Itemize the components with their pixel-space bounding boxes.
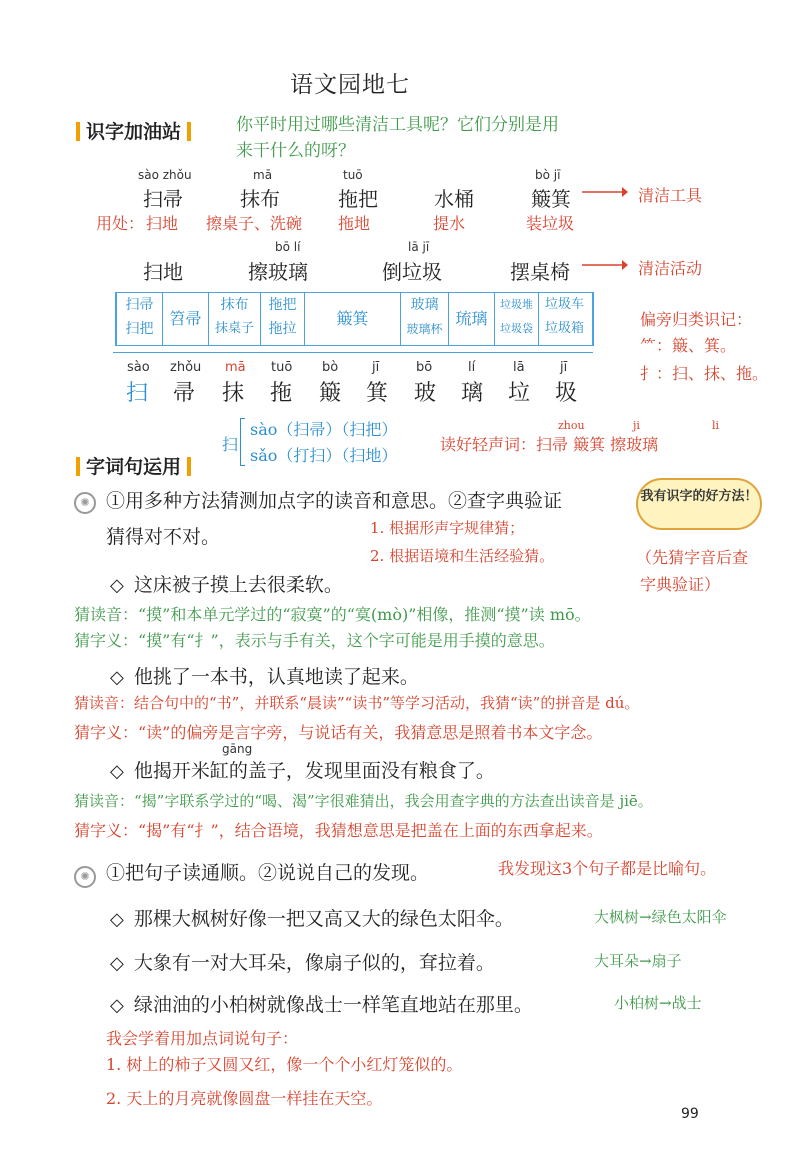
sentence-3: ◇ 他揭开米缸的盖子，发现里面没有粮食了。: [110, 760, 495, 782]
word-group-table: [115, 292, 594, 346]
make-sentence-1: 1. 树上的柿子又圆又红，像一个个小红灯笼似的。: [106, 1055, 463, 1074]
radical-note-title: 偏旁归类识记：: [640, 310, 753, 329]
metaphor-1: ◇ 那棵大枫树好像一把又高又大的绿色太阳伞。: [110, 908, 514, 930]
word-shuitong: 水桶: [434, 187, 474, 211]
guess-meaning-2: 猜字义：“读”的偏旁是言字旁，与说话有关，我猜意思是照着书本文字念。: [74, 723, 603, 742]
pinyin: mā: [225, 360, 246, 375]
question-line-2: 来干什么的呀？: [236, 141, 355, 161]
method-2: 2. 根据语境和生活经验猜。: [370, 547, 555, 565]
section-label: 识字加油站: [86, 121, 182, 143]
pinyin: mā: [253, 168, 273, 182]
usage-item: 提水: [433, 214, 466, 233]
pinyin: bō: [416, 360, 433, 375]
accent-bar: [187, 457, 191, 476]
question-1-line-2: 猜得对不对。: [106, 526, 221, 548]
pinyin: zhǒu: [170, 360, 202, 375]
method-note-2: 字典验证）: [640, 575, 721, 594]
guess-pronunciation-2: 猜读音：结合句中的“书”，并联系“晨读”“读书”等学习活动，我猜“读”的拼音是 dú。: [74, 694, 640, 712]
swirl-icon: ✺: [74, 488, 96, 514]
polyphone-char: 扫: [222, 435, 239, 454]
usage-item: 扫地: [146, 214, 179, 233]
pinyin: sào: [127, 360, 150, 375]
accent-bar: [76, 457, 80, 476]
discovery-note: 我发现这3个句子都是比喻句。: [498, 859, 717, 878]
arrow-icon: [582, 184, 628, 203]
radical-note-hand: 扌：扫、抹、拖。: [640, 364, 769, 383]
divider: [113, 352, 593, 353]
table-cell: 垃圾车 垃圾箱: [544, 297, 584, 336]
metaphor-1-note: 大枫树→绿色太阳伞: [594, 908, 727, 926]
char-bo2: 玻: [414, 381, 437, 406]
char-zhou: 帚: [173, 381, 196, 406]
metaphor-3-note: 小柏树→战士: [614, 994, 702, 1012]
word-caboli: 擦玻璃: [248, 260, 308, 284]
pinyin: bō lí: [275, 240, 301, 254]
table-cell: 琉璃: [449, 293, 495, 345]
pinyin: li: [712, 419, 720, 432]
guess-pronunciation-3: 猜读音：“揭”字联系学过的“喝、渴”字很难猜出，我会用查字典的方法查出读音是 jiē。: [74, 792, 653, 810]
question-line-1: 你平时用过哪些清洁工具呢？它们分别是用: [236, 115, 559, 135]
make-sentence-title: 我会学着用加点词说句子：: [106, 1029, 299, 1048]
tag-cleaning-activities: 清洁活动: [638, 259, 703, 278]
char-ji: 箕: [366, 381, 389, 406]
section-header-literacy: [76, 117, 191, 144]
pinyin: ji: [633, 419, 640, 432]
char-la: 垃: [508, 381, 531, 406]
sentence-1: ◇ 这床被子摸上去很柔软。: [110, 574, 343, 596]
usage-item: 装垃圾: [526, 214, 575, 233]
arrow-icon: [582, 257, 628, 276]
pinyin: jī: [372, 360, 380, 375]
polyphone-sao-4: sào（扫帚）（扫把）: [250, 420, 398, 439]
word-baizhuoyi: 摆桌椅: [510, 260, 570, 284]
method-note-1: （先猜字音后查: [636, 548, 749, 567]
char-ma: 抹: [222, 381, 245, 406]
brace: [240, 418, 245, 466]
page-number: 99: [681, 1106, 699, 1122]
table-cell: 扫帚 扫把: [117, 293, 163, 345]
section-header-usage: [76, 452, 191, 479]
diamond-icon: ◇: [110, 953, 124, 974]
table-cell: 拖把 拖拉: [261, 293, 305, 345]
guess-pronunciation-1: 猜读音：“摸”和本单元学过的“寂寞”的“寞(mò)”相像，推测“摸”读 mō。: [74, 605, 591, 624]
word-saozhou: 扫帚: [143, 187, 183, 211]
diamond-icon: ◇: [110, 761, 124, 782]
usage-item: 拖地: [338, 214, 371, 233]
pinyin: bò: [322, 360, 339, 375]
polyphone-sao-3: sǎo（打扫）（扫地）: [250, 446, 398, 465]
char-sao: 扫: [126, 381, 149, 406]
metaphor-2: ◇ 大象有一对大耳朵，像扇子似的，耷拉着。: [110, 952, 495, 974]
accent-bar: [76, 122, 80, 141]
metaphor-2-note: 大耳朵→扇子: [594, 952, 682, 970]
usage-item: 擦桌子、洗碗: [206, 214, 303, 233]
pinyin: gāng: [222, 742, 253, 756]
pinyin: lā: [513, 360, 525, 375]
word-daolaji: 倒垃圾: [382, 260, 442, 284]
pinyin: zhou: [558, 419, 585, 432]
diamond-icon: ◇: [110, 667, 124, 688]
page-title: 语文园地七: [290, 72, 410, 98]
radical-note-bamboo: ⺮：簸、箕。: [640, 336, 737, 355]
question-2: ①把句子读通顺。②说说自己的发现。: [106, 862, 430, 884]
pinyin: tuō: [271, 360, 293, 375]
metaphor-3: ◇ 绿油油的小柏树就像战士一样笔直地站在那里。: [110, 994, 533, 1016]
diamond-icon: ◇: [110, 575, 124, 596]
char-tuo: 拖: [270, 381, 293, 406]
accent-bar: [187, 122, 191, 141]
question-1-line-1: ①用多种方法猜测加点字的读音和意思。②查字典验证: [106, 490, 563, 512]
light-tone-note: 读好轻声词：扫帚 簸箕 擦玻璃: [440, 435, 659, 454]
table-cell: 垃圾堆 垃圾袋: [495, 293, 539, 345]
word-tuoba: 拖把: [338, 187, 378, 211]
pinyin: bò jī: [535, 168, 561, 182]
pinyin: lā jī: [408, 240, 430, 254]
word-boji: 簸箕: [531, 187, 571, 211]
guess-meaning-3: 猜字义：“揭”有“扌”，结合语境，我猜想意思是把盖在上面的东西拿起来。: [74, 821, 603, 840]
char-li: 璃: [461, 381, 484, 406]
section-label: 字词句运用: [86, 456, 182, 478]
table-cell: 玻璃 玻璃杯: [401, 293, 449, 345]
char-ji2: 圾: [555, 381, 578, 406]
pinyin: tuō: [343, 168, 363, 182]
pinyin: lí: [468, 360, 476, 375]
table-cell: 簸箕: [305, 293, 401, 345]
word-saodi: 扫地: [143, 260, 183, 284]
diamond-icon: ◇: [110, 995, 124, 1016]
usage-label: 用处：: [96, 214, 145, 233]
pinyin: sào zhǒu: [138, 168, 192, 182]
swirl-icon: ✺: [74, 862, 96, 888]
guess-meaning-1: 猜字义：“摸”有“扌”，表示与手有关，这个字可能是用手摸的意思。: [74, 631, 555, 650]
diamond-icon: ◇: [110, 909, 124, 930]
word-mabu: 抹布: [240, 187, 280, 211]
make-sentence-2: 2. 天上的月亮就像圆盘一样挂在天空。: [106, 1089, 383, 1108]
tip-cloud: 我有识字的好方法！: [636, 478, 762, 530]
method-1: 1. 根据形声字规律猜；: [370, 519, 525, 537]
table-cell: 笤帚: [163, 293, 209, 345]
sentence-2: ◇ 他挑了一本书，认真地读了起来。: [110, 666, 419, 688]
table-cell: 抹布 抹桌子: [209, 293, 261, 345]
tag-cleaning-tools: 清洁工具: [638, 186, 703, 205]
char-bo: 簸: [319, 381, 342, 406]
pinyin: jī: [560, 360, 568, 375]
